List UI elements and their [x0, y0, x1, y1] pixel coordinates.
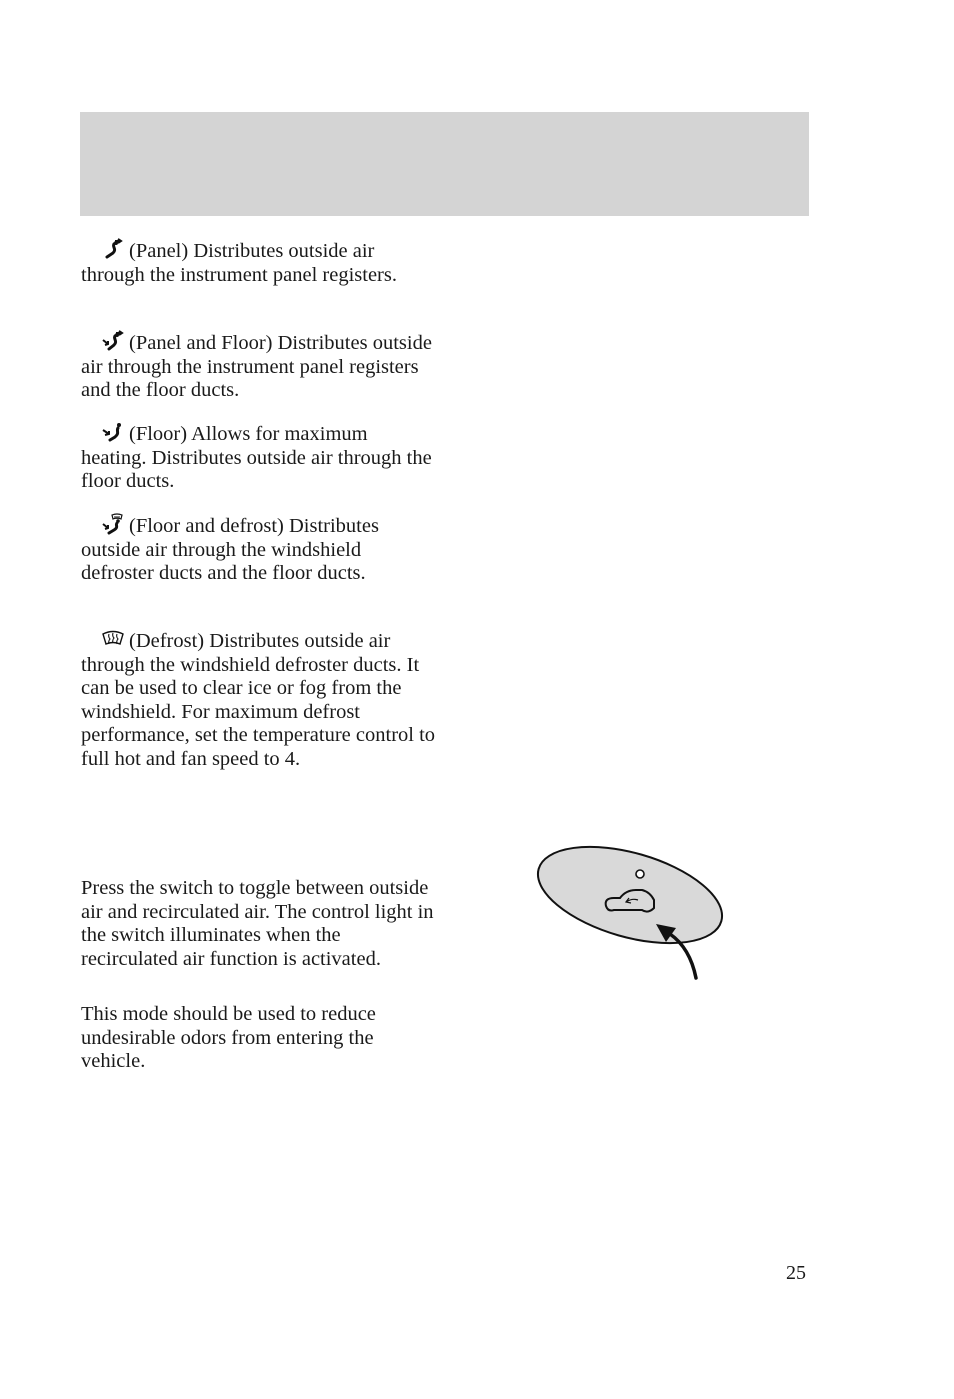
panel-vent-icon	[101, 238, 125, 260]
mode-panel-floor-label: (Panel and Floor)	[129, 332, 273, 354]
recirc-paragraph-1: Press the switch to toggle between outside air and recirculated air. The control light in the switch illuminates when the recirculated air function is activated.	[81, 877, 434, 970]
recirculation-switch-icon	[530, 838, 730, 988]
page-number: 25	[786, 1262, 806, 1284]
defrost-icon	[101, 628, 125, 650]
mode-defrost-text: Distributes outside air through the windshield defroster ducts. It can be used to clear ice or fog from the windshield. For maximum defrost performance, set the temperature control to full hot and fan speed to 4.	[81, 630, 436, 770]
mode-panel-floor-text: Distributes outside air through the instrument panel registers and the floor ducts.	[81, 332, 432, 401]
mode-defrost-label: (Defrost)	[129, 630, 205, 652]
mode-panel-label: (Panel)	[129, 240, 189, 262]
mode-floor-paragraph	[81, 421, 436, 494]
section-header-band	[80, 112, 809, 216]
recirc-paragraph-2: This mode should be used to reduce undesirable odors from entering the vehicle.	[81, 1003, 376, 1072]
mode-floor-defrost-text: Distributes outside air through the windshield defroster ducts and the floor ducts.	[81, 515, 379, 584]
mode-floor-defrost-label: (Floor and defrost)	[129, 515, 284, 537]
floor-vent-icon	[101, 421, 125, 443]
panel-floor-vent-icon	[101, 330, 125, 352]
mode-panel-text: Distributes outside air through the instrument panel registers.	[81, 240, 397, 286]
floor-defrost-icon	[101, 513, 125, 535]
mode-floor-label: (Floor)	[129, 423, 188, 445]
mode-defrost-paragraph	[81, 628, 436, 771]
mode-panel-paragraph	[81, 238, 436, 287]
mode-floor-defrost-paragraph	[81, 513, 436, 586]
mode-panel-floor-paragraph	[81, 330, 436, 403]
mode-floor-text: Allows for maximum heating. Distributes outside air through the floor ducts.	[81, 423, 432, 492]
recirculation-switch-illustration	[530, 838, 730, 988]
